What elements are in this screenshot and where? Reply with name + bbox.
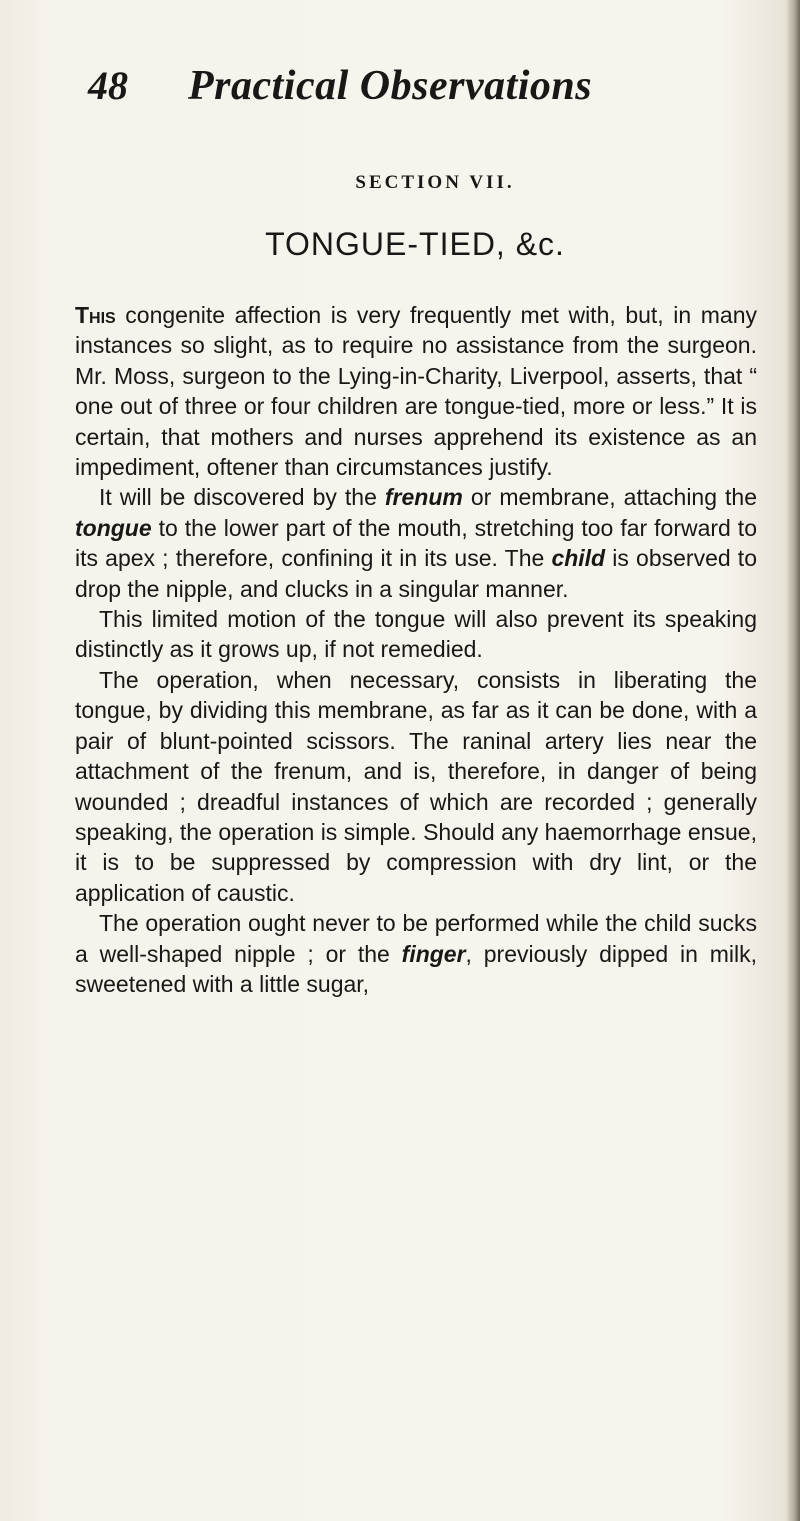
body-text xyxy=(75,300,757,999)
paragraph-1 xyxy=(75,300,757,482)
paragraph-2 xyxy=(75,482,757,604)
paragraph-1-text: congenite affection is very frequently met with, but, in many instances so slight, as to require no assistance from the surgeon. Mr. Moss, surgeon to the Lying-in-Charity, Liverpool, asserts, that “ one out of three or four children are tongue-tied, more or less.” It is certain, that mothers and nurses apprehend its existence as an impediment, oftener than circumstances justify. xyxy=(75,302,757,481)
paragraph-5-text-b: , previously dipped in milk, sweetened with a little sugar, xyxy=(75,940,757,997)
paragraph-2-text-c: to the lower part of the mouth, stretching too far forward to its apex ; therefore, confining it in its use. The xyxy=(75,514,757,572)
paragraph-2-text-d: is observed to drop the nipple, and clucks in a singular manner. xyxy=(75,545,757,602)
paragraph-5 xyxy=(75,908,757,999)
term-tongue: tongue xyxy=(75,514,152,541)
paragraph-4: The operation, when necessary, consists in liberating the tongue, by dividing this membrane, as far as it can be done, with a pair of blunt-pointed scissors. The raninal artery lies near the attachment of the frenum, and is, therefore, in danger of being wounded ; dreadful instances of which are recorded ; generally speaking, the operation is simple. Should any haemorrhage ensue, it is to be suppressed by compression with dry lint, or the application of caustic. xyxy=(75,666,757,906)
term-frenum: frenum xyxy=(384,484,463,511)
section-label: SECTION VII. xyxy=(355,172,515,193)
term-finger: finger xyxy=(401,940,466,967)
section-title: TONGUE-TIED, &c. xyxy=(265,226,565,262)
paragraph-3: This limited motion of the tongue will also prevent its speaking distinctly as it grows up, if not remedied. xyxy=(75,606,757,663)
running-title: Practical Observations xyxy=(188,63,593,109)
term-child: child xyxy=(551,545,606,572)
paragraph-2-text-a: It will be discovered by the xyxy=(99,484,385,511)
page-edge-shadow xyxy=(786,0,800,1521)
running-head xyxy=(88,62,648,122)
lead-word: This xyxy=(75,302,116,328)
paragraph-2-text-b: or membrane, attaching the xyxy=(462,484,757,511)
page-number: 48 xyxy=(88,63,128,108)
paragraph-5-text-a: The operation ought never to be performed while the child sucks a well-shaped nipple ; or the xyxy=(75,910,757,967)
